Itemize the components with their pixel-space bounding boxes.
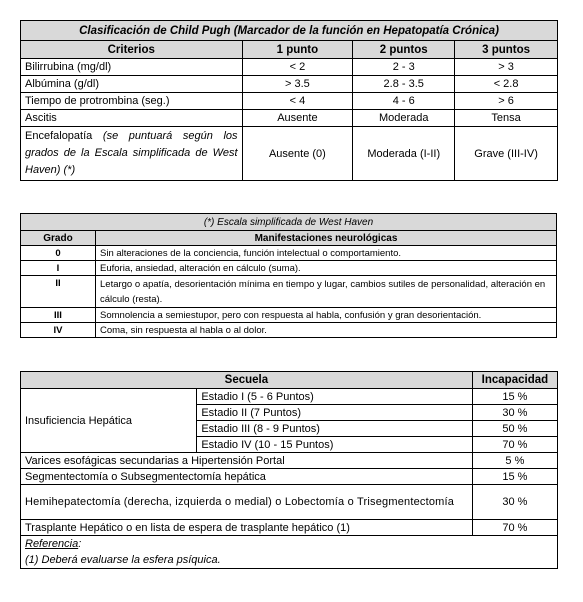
secuela-table <box>20 371 558 569</box>
criterion-label: Albúmina (g/dl) <box>21 76 243 93</box>
table-row <box>21 453 558 469</box>
percent-cell: 30 % <box>472 485 557 520</box>
grade-cell: II <box>21 276 96 308</box>
value-1: Ausente <box>242 110 353 127</box>
header-row <box>21 372 558 389</box>
value-2: Moderada <box>353 110 455 127</box>
secuela-cell: Hemihepatectomía (derecha, izquierda o medial) o Lobectomía o Trisegmentectomía <box>21 485 473 520</box>
encefalopatia-criterion <box>21 127 243 181</box>
encefalopatia-note: (se puntuará según los grados de la Escala simplificada de West Haven) (*) <box>25 130 238 176</box>
secuela-cell: Segmentectomía o Subsegmentectomía hepática <box>21 469 473 485</box>
value-2: 2.8 - 3.5 <box>353 76 455 93</box>
header-row <box>21 41 558 59</box>
child-pugh-table <box>20 20 558 181</box>
insuficiencia-label: Insuficiencia Hepática <box>21 389 197 453</box>
value-2: 4 - 6 <box>353 93 455 110</box>
secuela-cell: Varices esofágicas secundarias a Hipertensión Portal <box>21 453 473 469</box>
stage-cell: Estadio I (5 - 6 Puntos) <box>197 389 473 405</box>
table-row <box>21 469 558 485</box>
table-row <box>21 127 558 181</box>
header-2-puntos: 2 puntos <box>353 41 455 59</box>
value-1: < 4 <box>242 93 353 110</box>
table-title-row <box>21 214 557 231</box>
grade-cell: 0 <box>21 246 96 261</box>
percent-cell: 70 % <box>472 520 557 536</box>
encefalopatia-label: Encefalopatía <box>25 130 93 142</box>
value-3: > 6 <box>455 93 558 110</box>
table-row <box>21 261 557 276</box>
manifestation-cell: Euforia, ansiedad, alteración en cálculo (suma). <box>96 261 557 276</box>
percent-cell: 50 % <box>472 421 557 437</box>
reference-row <box>21 536 558 569</box>
percent-cell: 30 % <box>472 405 557 421</box>
header-criterios: Criterios <box>21 41 243 59</box>
table-row <box>21 59 558 76</box>
header-grado: Grado <box>21 231 96 246</box>
header-1-punto: 1 punto <box>242 41 353 59</box>
value-1: > 3.5 <box>242 76 353 93</box>
table-row <box>21 246 557 261</box>
header-row <box>21 231 557 246</box>
table-row <box>21 93 558 110</box>
table-row <box>21 485 558 520</box>
value-3: Tensa <box>455 110 558 127</box>
table-row <box>21 308 557 323</box>
table-row <box>21 389 558 405</box>
manifestation-cell: Letargo o apatía, desorientación mínima en tiempo y lugar, cambios sutiles de personalidad, alteración en cálculo (resta). <box>96 276 557 308</box>
value-1: Ausente (0) <box>242 127 353 181</box>
header-3-puntos: 3 puntos <box>455 41 558 59</box>
value-3: > 3 <box>455 59 558 76</box>
value-3: Grave (III-IV) <box>455 127 558 181</box>
manifestation-cell: Sin alteraciones de la conciencia, función intelectual o comportamiento. <box>96 246 557 261</box>
value-2: 2 - 3 <box>353 59 455 76</box>
table-row <box>21 110 558 127</box>
secuela-cell: Trasplante Hepático o en lista de espera de trasplante hepático (1) <box>21 520 473 536</box>
reference-cell: Referencia: (1) Deberá evaluarse la esfera psíquica. <box>21 536 558 569</box>
west-haven-table <box>20 213 557 338</box>
criterion-label: Bilirrubina (mg/dl) <box>21 59 243 76</box>
value-3: < 2.8 <box>455 76 558 93</box>
criterion-label: Ascitis <box>21 110 243 127</box>
value-2: Moderada (I-II) <box>353 127 455 181</box>
table-row <box>21 520 558 536</box>
west-haven-title: (*) Escala simplificada de West Haven <box>21 214 557 231</box>
table-row <box>21 76 558 93</box>
header-secuela: Secuela <box>21 372 473 389</box>
table-title-row <box>21 21 558 41</box>
reference-label: Referencia <box>25 538 79 550</box>
child-pugh-title: Clasificación de Child Pugh (Marcador de la función en Hepatopatía Crónica) <box>21 21 558 41</box>
header-incapacidad: Incapacidad <box>472 372 557 389</box>
stage-cell: Estadio III (8 - 9 Puntos) <box>197 421 473 437</box>
header-manifestaciones: Manifestaciones neurológicas <box>96 231 557 246</box>
reference-note: (1) Deberá evaluarse la esfera psíquica. <box>25 554 221 566</box>
grade-cell: III <box>21 308 96 323</box>
percent-cell: 15 % <box>472 389 557 405</box>
value-1: < 2 <box>242 59 353 76</box>
grade-cell: IV <box>21 323 96 338</box>
percent-cell: 15 % <box>472 469 557 485</box>
table-row <box>21 276 557 308</box>
stage-cell: Estadio II (7 Puntos) <box>197 405 473 421</box>
manifestation-cell: Coma, sin respuesta al habla o al dolor. <box>96 323 557 338</box>
stage-cell: Estadio IV (10 - 15 Puntos) <box>197 437 473 453</box>
table-row <box>21 323 557 338</box>
criterion-label: Tiempo de protrombina (seg.) <box>21 93 243 110</box>
grade-cell: I <box>21 261 96 276</box>
percent-cell: 5 % <box>472 453 557 469</box>
manifestation-cell: Somnolencia a semiestupor, pero con respuesta al habla, confusión y gran desorientación. <box>96 308 557 323</box>
percent-cell: 70 % <box>472 437 557 453</box>
